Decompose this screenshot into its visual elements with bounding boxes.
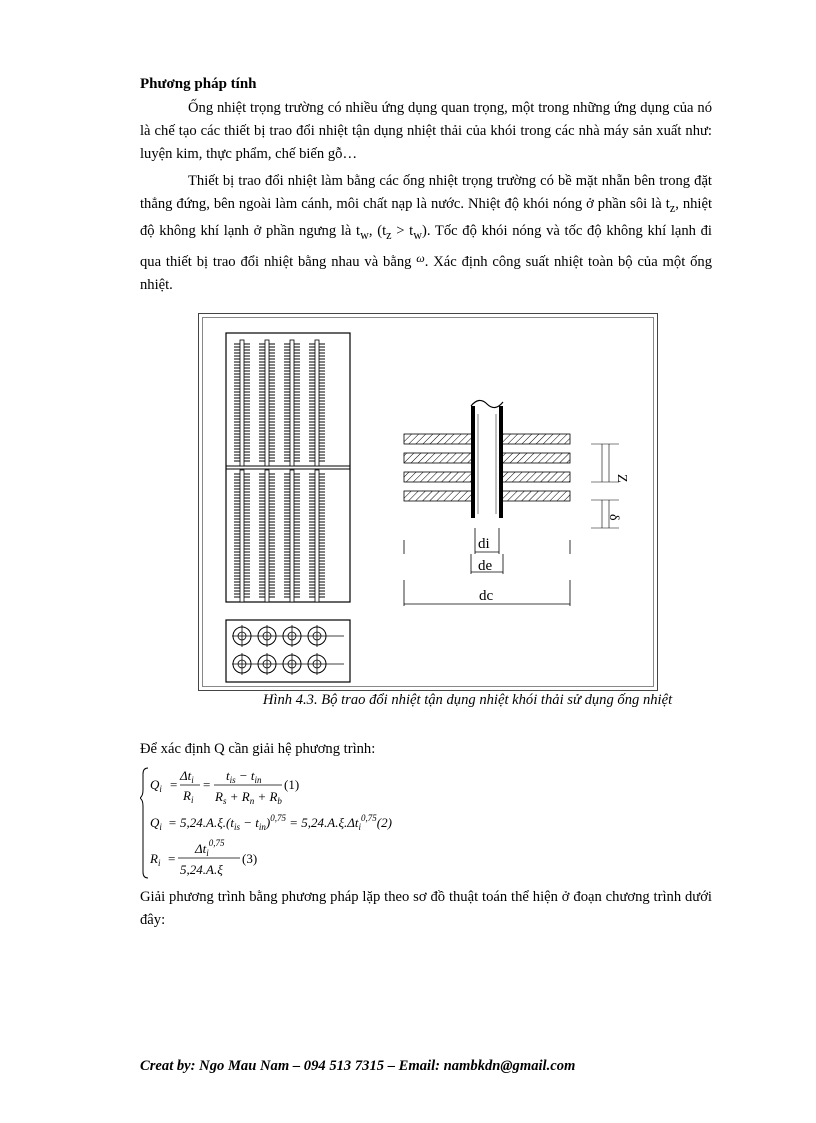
- paragraph-description: Thiết bị trao đổi nhiệt làm bằng các ống nhiệt trọng trường có bề mặt nhẵn bên trong đặt thẳng đứng, bên ngoài làm cánh, môi chất nạp là nước. Nhiệt độ khói nóng ở phần sôi là $t_z$, nhiệt độ không khí lạnh ở phần ngưng là $t_w$, $(t_z > t_w)$. Tốc độ khói nóng và tốc độ không khí lạnh đi qua thiết bị trao đổi nhiệt bằng nhau và bằng $^\omega$. Xác định công suất nhiệt toàn bộ của một ống nhiệt.: [140, 173, 713, 293]
- svg-text:=: =: [203, 777, 211, 792]
- svg-text:tis − tin: $t_{is} - t_{in}$: [226, 768, 262, 785]
- paragraph-solution: Giải phương trình bằng phương pháp lặp theo sơ đồ thuật toán thể hiện ở đoạn chương trình dưới đây:: [140, 889, 712, 928]
- svg-text:Qi: $Q_i$: [150, 777, 162, 794]
- label-delta: δ: [606, 514, 621, 521]
- svg-text:=: =: [170, 777, 178, 792]
- heat-exchanger-figure: [198, 313, 658, 691]
- equation-2: [150, 813, 392, 832]
- page-footer: Creat by: Ngo Mau Nam – 094 513 7315 – Email: nambkdn@gmail.com: [140, 1058, 576, 1074]
- equation-system: [140, 764, 560, 884]
- svg-text:Δti: $\Delta t_i$: [180, 768, 194, 785]
- svg-text:(1): (1): [284, 777, 300, 792]
- svg-text:Ri: $R_i$: [150, 851, 161, 868]
- tube-bank-top-view: [226, 620, 350, 682]
- svg-text:= 5,24.A.ξ.(tis − tin)0,75 = 5: = $5,24.A.\xi.(t_{is} - t_{in})^{0,75} = 5,24.A.\xi.\Delta t_i^{0,75}(2)$: [168, 813, 392, 832]
- label-di: di: [478, 536, 490, 552]
- finned-tube-detail: [404, 400, 629, 606]
- label-z: Z: [614, 474, 629, 483]
- left-brace: [140, 768, 148, 878]
- label-de: de: [478, 558, 493, 574]
- svg-text:Qi: $Q_i$: [150, 815, 162, 832]
- svg-text:Δti0,75: $\Delta t_i^{0,75}$: [195, 838, 225, 858]
- svg-text:Rs + Rn + Rb: $R_s + R_n + R_b$: [215, 789, 282, 806]
- svg-text:Ri: $R_i$: [183, 788, 194, 805]
- paragraph-intro: Ống nhiệt trọng trường có nhiều ứng dụng quan trọng, một trong những ứng dụng của nó là chế tạo các thiết bị trao đổi nhiệt tận dụng nhiệt thải của khói trong các nhà máy sản xuất như: luyện kim, thực phẩm, chế biến gỗ…: [140, 100, 712, 162]
- figure-caption: Hình 4.3. Bộ trao đổi nhiệt tận dụng nhiệt khói thải sử dụng ống nhiệt: [262, 692, 673, 708]
- section-heading: Phương pháp tính: [140, 76, 257, 92]
- equation-intro: Để xác định Q cần giải hệ phương trình:: [140, 741, 376, 757]
- svg-text:5,24.A.ξ: 5,24.A.ξ: [180, 862, 223, 877]
- svg-text:(3): (3): [242, 851, 258, 866]
- equation-1: [150, 768, 299, 806]
- figure-drawing: [199, 314, 657, 690]
- label-dc: dc: [479, 588, 494, 604]
- svg-text:=: =: [168, 851, 176, 866]
- equation-3: [149, 838, 257, 877]
- tube-bank-side-view: [226, 333, 350, 602]
